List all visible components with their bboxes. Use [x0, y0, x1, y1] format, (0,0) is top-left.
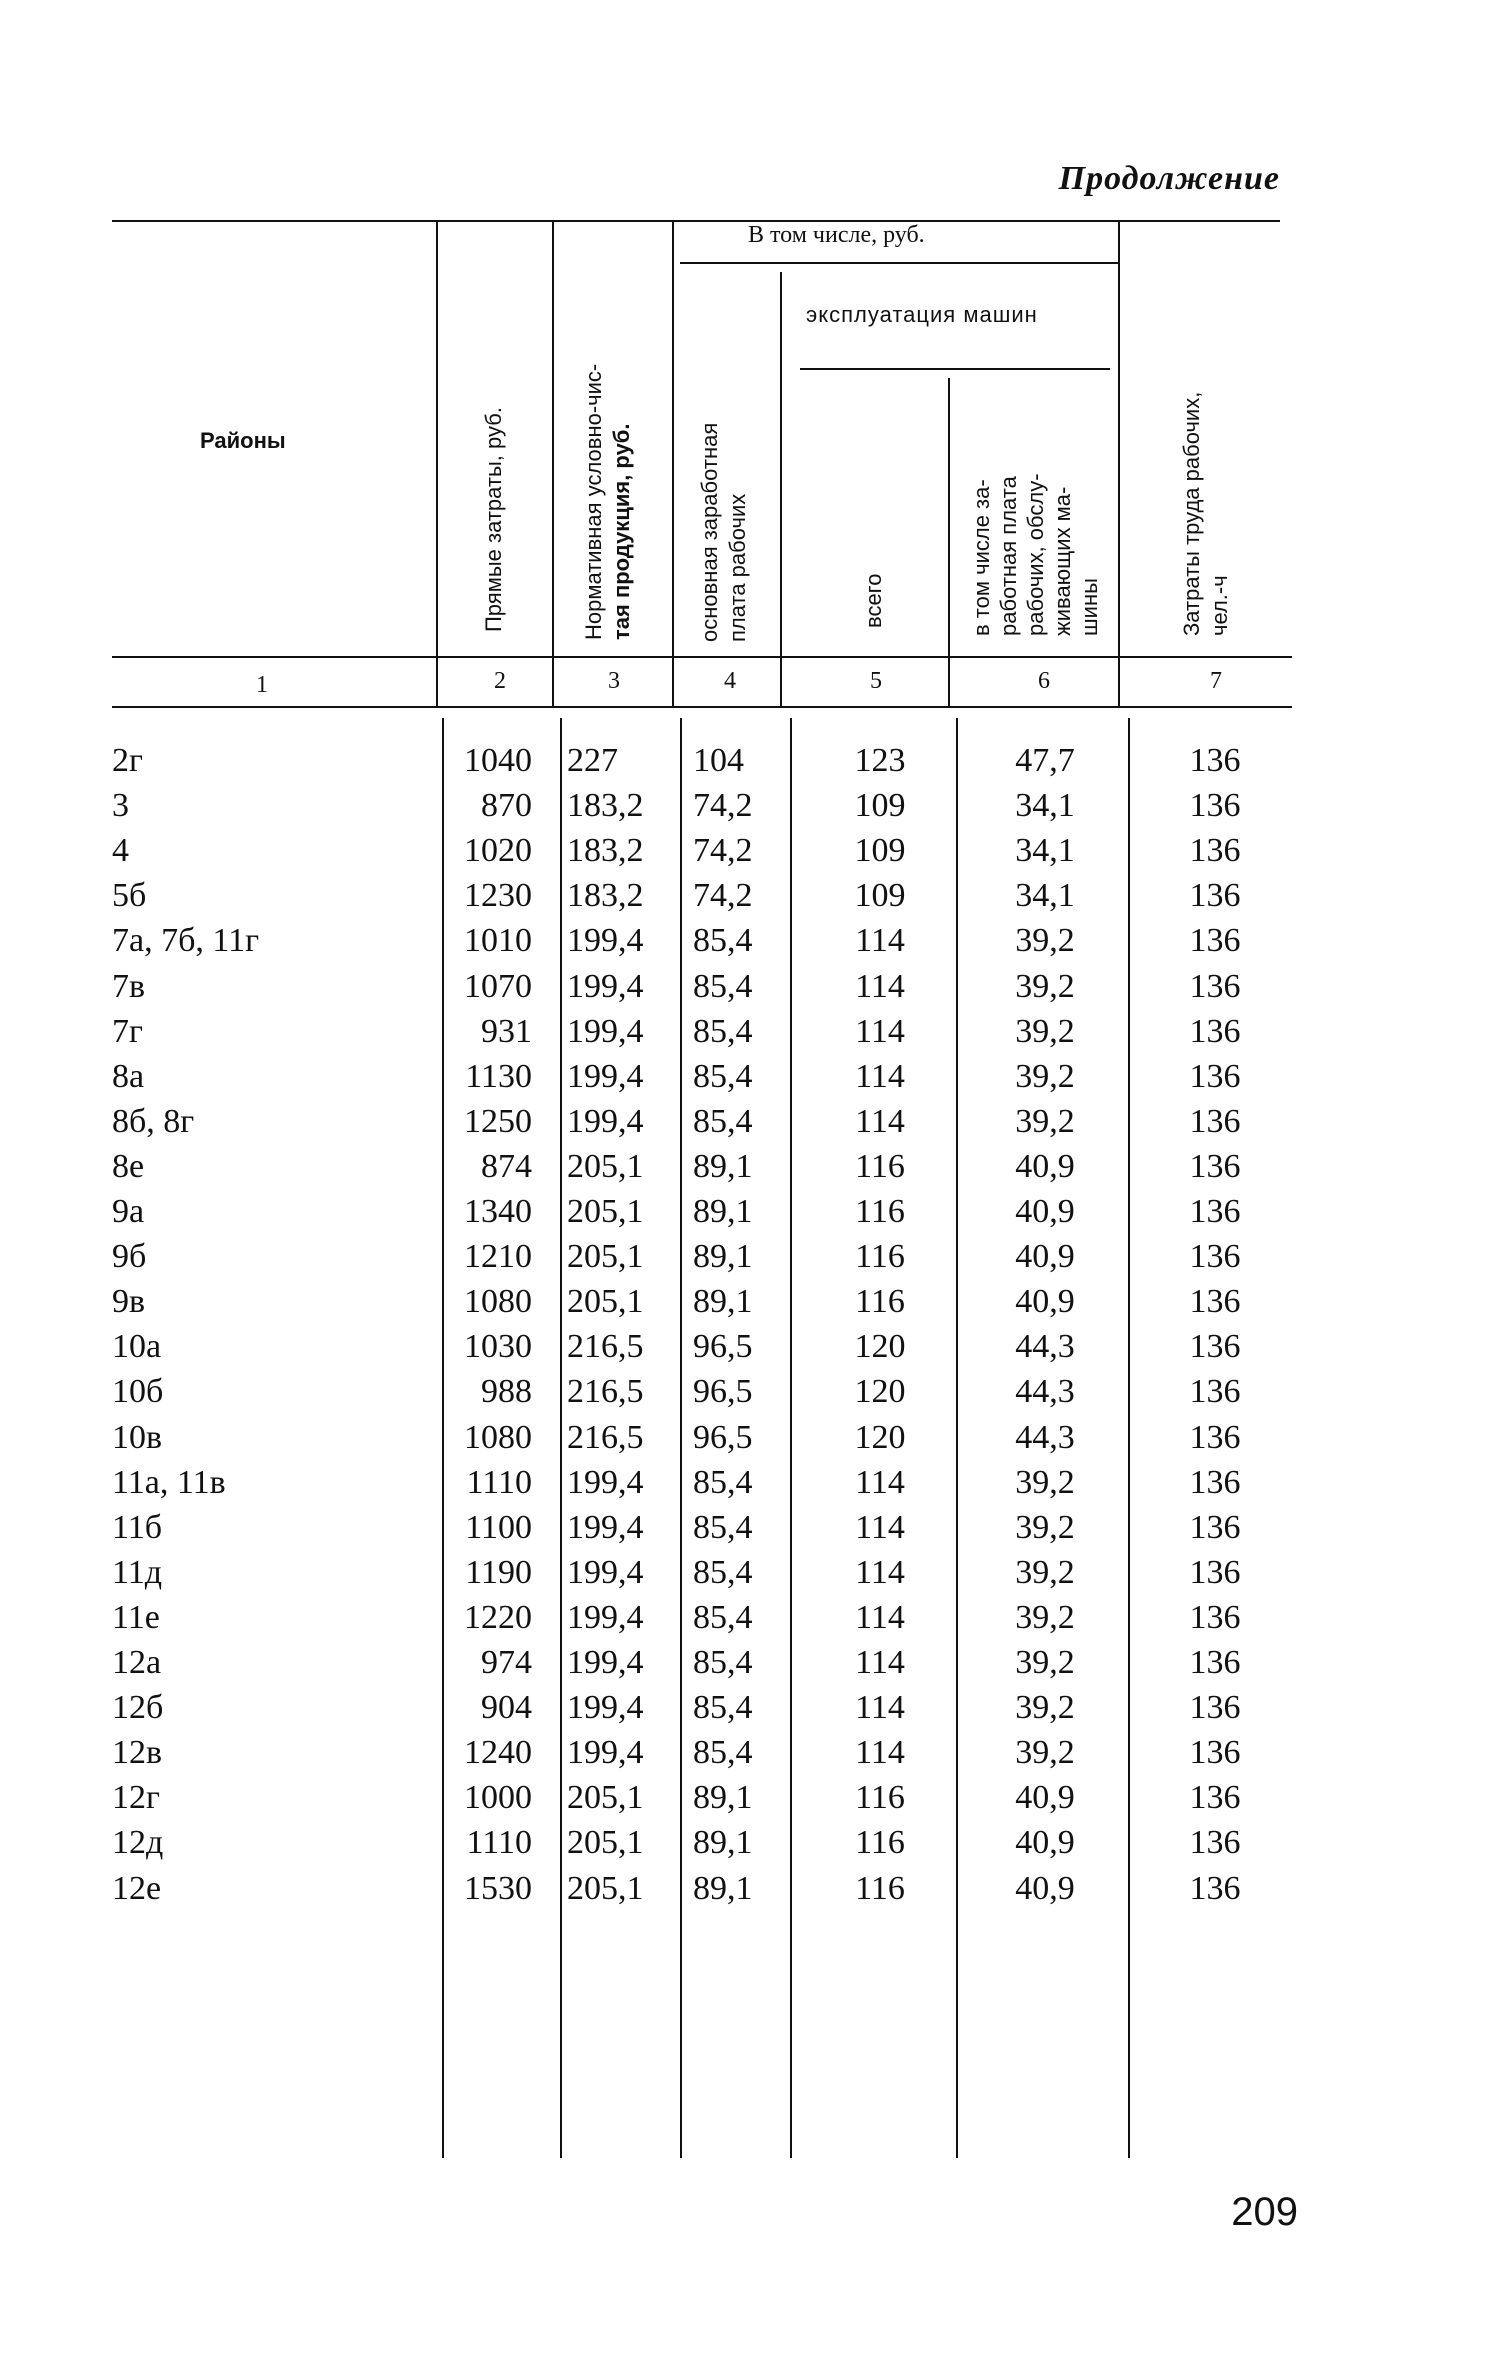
value-cell-4: 96,5	[693, 1328, 753, 1366]
value-cell-2: 1020	[464, 832, 532, 870]
table-row	[0, 1775, 1508, 1820]
value-cell-5: 109	[854, 877, 906, 915]
header-total	[860, 574, 888, 628]
value-cell-3: 227	[567, 742, 618, 779]
region-cell: 11а, 11в	[112, 1463, 226, 1501]
value-cell-2: 1230	[464, 877, 532, 915]
region-cell: 12е	[112, 1869, 162, 1907]
table-row	[0, 1866, 1508, 1911]
region-cell: 9б	[112, 1238, 147, 1276]
value-cell-7: 136	[1189, 742, 1241, 779]
value-cell-6: 44,3	[1015, 1418, 1075, 1456]
value-cell-3: 216,5	[567, 1418, 644, 1456]
value-cell-3: 216,5	[567, 1328, 644, 1366]
header-normative-product	[580, 364, 636, 640]
value-cell-6: 39,2	[1015, 1102, 1075, 1140]
table-row	[0, 1144, 1508, 1189]
value-cell-2: 1110	[466, 1463, 532, 1501]
table-row	[0, 964, 1508, 1009]
region-cell: 8а	[112, 1057, 145, 1095]
value-cell-4: 85,4	[693, 1644, 753, 1681]
value-cell-6: 39,2	[1015, 1598, 1075, 1636]
value-cell-7: 136	[1189, 1644, 1241, 1681]
table-row	[0, 1189, 1508, 1234]
value-cell-3: 205,1	[567, 1779, 644, 1817]
value-cell-2: 1100	[465, 1508, 532, 1546]
value-cell-6: 39,2	[1015, 1553, 1075, 1591]
table-row	[0, 1685, 1508, 1730]
header-regions: Районы	[200, 428, 286, 453]
region-cell: 11б	[112, 1508, 163, 1546]
value-cell-2: 1040	[464, 742, 532, 779]
value-cell-5: 116	[855, 1147, 905, 1185]
value-cell-7: 136	[1189, 1238, 1241, 1276]
value-cell-2: 1000	[464, 1779, 532, 1817]
value-cell-7: 136	[1189, 787, 1241, 825]
col-rule-2	[552, 222, 554, 706]
region-cell: 7в	[112, 967, 146, 1005]
value-cell-7: 136	[1189, 1779, 1241, 1817]
value-cell-4: 74,2	[693, 832, 753, 870]
table-top-rule	[112, 220, 1280, 222]
col-rule-5	[948, 378, 950, 706]
value-cell-3: 199,4	[567, 1689, 644, 1727]
value-cell-7: 136	[1189, 877, 1241, 915]
value-cell-3: 199,4	[567, 1644, 644, 1681]
table-row	[0, 1279, 1508, 1324]
value-cell-6: 39,2	[1015, 1689, 1075, 1727]
value-cell-4: 74,2	[693, 787, 753, 825]
value-cell-4: 74,2	[693, 877, 753, 915]
value-cell-2: 988	[481, 1373, 532, 1411]
value-cell-4: 104	[693, 742, 744, 779]
table-row	[0, 1369, 1508, 1414]
header-machine-wage-line5: шины	[1077, 578, 1102, 636]
value-cell-6: 34,1	[1015, 787, 1075, 825]
value-cell-2: 1110	[466, 1824, 532, 1862]
value-cell-7: 136	[1189, 1102, 1241, 1140]
value-cell-6: 34,1	[1015, 832, 1075, 870]
column-number-2: 2	[494, 668, 506, 694]
region-cell: 12г	[112, 1779, 160, 1817]
value-cell-5: 114	[855, 967, 905, 1005]
value-cell-3: 205,1	[567, 1238, 644, 1276]
value-cell-4: 89,1	[693, 1869, 753, 1907]
column-number-1: 1	[256, 672, 268, 698]
header-base-wage-line1: основная заработная	[697, 422, 722, 642]
table-row	[0, 738, 1508, 783]
header-total-text: всего	[861, 573, 886, 628]
value-cell-2: 1240	[464, 1734, 532, 1772]
value-cell-7: 136	[1189, 1734, 1241, 1772]
value-cell-7: 136	[1189, 1553, 1241, 1591]
value-cell-6: 40,9	[1015, 1283, 1075, 1321]
value-cell-5: 114	[855, 1644, 905, 1681]
value-cell-4: 85,4	[693, 1553, 753, 1591]
value-cell-7: 136	[1189, 1147, 1241, 1185]
region-cell: 9в	[112, 1283, 146, 1321]
page-number: 209	[1231, 2190, 1298, 2234]
region-cell: 12д	[112, 1824, 164, 1862]
value-cell-3: 199,4	[567, 1102, 644, 1140]
region-cell: 11е	[112, 1598, 160, 1636]
header-machine-wage-line4: живающих ма-	[1050, 486, 1075, 636]
value-cell-5: 114	[855, 1012, 905, 1050]
value-cell-2: 1190	[465, 1553, 532, 1591]
region-cell: 9а	[112, 1193, 145, 1230]
value-cell-6: 34,1	[1015, 877, 1075, 915]
region-cell: 12б	[112, 1689, 164, 1727]
continuation-label: Продолжение	[1058, 160, 1280, 197]
header-labor-costs	[1178, 392, 1234, 636]
header-labor-line1: Затраты труда рабочих,	[1179, 391, 1204, 636]
value-cell-3: 216,5	[567, 1373, 644, 1411]
header-machine-wage-line2: работная плата	[996, 476, 1021, 636]
value-cell-2: 904	[481, 1689, 532, 1727]
value-cell-4: 85,4	[693, 1508, 753, 1546]
region-cell: 7г	[112, 1012, 143, 1050]
value-cell-7: 136	[1189, 1598, 1241, 1636]
value-cell-5: 114	[855, 1734, 905, 1772]
value-cell-3: 199,4	[567, 1734, 644, 1772]
value-cell-7: 136	[1189, 1057, 1241, 1095]
value-cell-4: 85,4	[693, 967, 753, 1005]
value-cell-5: 114	[855, 1553, 905, 1591]
table-row	[0, 783, 1508, 828]
value-cell-4: 85,4	[693, 1463, 753, 1501]
region-cell: 11д	[112, 1553, 163, 1591]
value-cell-7: 136	[1189, 1328, 1241, 1366]
column-number-6: 6	[1038, 668, 1050, 694]
value-cell-2: 1070	[464, 967, 532, 1005]
table-row	[0, 1054, 1508, 1099]
value-cell-3: 199,4	[567, 1012, 644, 1050]
header-normative-line2: тая продукция, руб.	[609, 423, 634, 640]
region-cell: 12в	[112, 1734, 163, 1772]
value-cell-4: 85,4	[693, 1057, 753, 1095]
value-cell-2: 1340	[464, 1193, 532, 1230]
value-cell-3: 183,2	[567, 832, 644, 870]
region-cell: 12а	[112, 1644, 162, 1681]
value-cell-7: 136	[1189, 1418, 1241, 1456]
col-rule-6	[1118, 222, 1120, 706]
header-machine-wage	[968, 473, 1103, 636]
value-cell-7: 136	[1189, 967, 1241, 1005]
value-cell-4: 89,1	[693, 1824, 753, 1862]
value-cell-7: 136	[1189, 922, 1241, 960]
value-cell-6: 40,9	[1015, 1147, 1075, 1185]
region-cell: 2г	[112, 742, 143, 779]
value-cell-3: 205,1	[567, 1824, 644, 1862]
value-cell-5: 114	[855, 1463, 905, 1501]
value-cell-6: 40,9	[1015, 1238, 1075, 1276]
table-row	[0, 1099, 1508, 1144]
group-rule	[680, 262, 1120, 264]
value-cell-6: 39,2	[1015, 1057, 1075, 1095]
value-cell-4: 89,1	[693, 1147, 753, 1185]
value-cell-4: 85,4	[693, 1689, 753, 1727]
value-cell-7: 136	[1189, 1193, 1241, 1230]
value-cell-7: 136	[1189, 1463, 1241, 1501]
value-cell-2: 1080	[464, 1418, 532, 1456]
column-number-4: 4	[724, 668, 736, 694]
value-cell-6: 39,2	[1015, 1012, 1075, 1050]
value-cell-3: 199,4	[567, 1057, 644, 1095]
table-row	[0, 1595, 1508, 1640]
value-cell-4: 96,5	[693, 1418, 753, 1456]
value-cell-3: 199,4	[567, 1463, 644, 1501]
value-cell-2: 1530	[464, 1869, 532, 1907]
value-cell-2: 1130	[465, 1057, 532, 1095]
value-cell-2: 1010	[464, 922, 532, 960]
value-cell-6: 47,7	[1015, 742, 1075, 779]
value-cell-6: 44,3	[1015, 1373, 1075, 1411]
value-cell-6: 39,2	[1015, 1734, 1075, 1772]
header-labor-line2: чел.-ч	[1207, 575, 1232, 636]
colnum-bottom-rule	[112, 706, 1292, 708]
value-cell-4: 85,4	[693, 1734, 753, 1772]
machines-rule	[800, 368, 1110, 370]
value-cell-5: 114	[855, 1689, 905, 1727]
value-cell-6: 39,2	[1015, 1463, 1075, 1501]
value-cell-6: 40,9	[1015, 1824, 1075, 1862]
table-row	[0, 1730, 1508, 1775]
value-cell-7: 136	[1189, 832, 1241, 870]
value-cell-3: 205,1	[567, 1869, 644, 1907]
value-cell-5: 116	[855, 1824, 905, 1862]
value-cell-3: 199,4	[567, 967, 644, 1005]
value-cell-5: 114	[855, 1508, 905, 1546]
table-row	[0, 1550, 1508, 1595]
value-cell-4: 85,4	[693, 1012, 753, 1050]
value-cell-4: 89,1	[693, 1283, 753, 1321]
header-machine-wage-line1: в том числе за-	[969, 479, 994, 636]
value-cell-6: 39,2	[1015, 922, 1075, 960]
value-cell-2: 931	[481, 1012, 532, 1050]
header-direct-costs	[480, 407, 508, 632]
table-row	[0, 1820, 1508, 1865]
value-cell-6: 39,2	[1015, 1644, 1075, 1681]
table-row	[0, 828, 1508, 873]
value-cell-7: 136	[1189, 1283, 1241, 1321]
header-machines-group: эксплуатация машин	[806, 302, 1038, 327]
column-number-7: 7	[1210, 668, 1222, 694]
value-cell-5: 120	[854, 1328, 906, 1366]
header-base-wage	[696, 423, 752, 642]
region-cell: 10в	[112, 1418, 163, 1456]
column-number-5: 5	[870, 668, 882, 694]
header-machine-wage-line3: рабочих, обслу-	[1023, 473, 1048, 636]
value-cell-5: 120	[854, 1373, 906, 1411]
value-cell-2: 1030	[464, 1328, 532, 1366]
header-group-incl: В том числе, руб.	[748, 222, 925, 248]
value-cell-2: 1080	[464, 1283, 532, 1321]
value-cell-5: 116	[855, 1779, 905, 1817]
value-cell-4: 89,1	[693, 1779, 753, 1817]
table-row	[0, 1640, 1508, 1685]
table-row	[0, 918, 1508, 963]
value-cell-2: 974	[481, 1644, 532, 1681]
value-cell-5: 116	[855, 1283, 905, 1321]
value-cell-4: 85,4	[693, 922, 753, 960]
value-cell-4: 85,4	[693, 1598, 753, 1636]
value-cell-5: 116	[855, 1238, 905, 1276]
value-cell-3: 199,4	[567, 1598, 644, 1636]
value-cell-5: 109	[854, 832, 906, 870]
col-rule-1	[436, 222, 438, 706]
value-cell-3: 199,4	[567, 1508, 644, 1546]
value-cell-3: 183,2	[567, 877, 644, 915]
value-cell-2: 1250	[464, 1102, 532, 1140]
value-cell-7: 136	[1189, 1508, 1241, 1546]
table-row	[0, 1505, 1508, 1550]
value-cell-3: 199,4	[567, 1553, 644, 1591]
value-cell-4: 89,1	[693, 1238, 753, 1276]
region-cell: 10а	[112, 1328, 162, 1366]
region-cell: 5б	[112, 877, 147, 915]
table-row	[0, 1415, 1508, 1460]
header-direct-costs-text: Прямые затраты, руб.	[481, 407, 506, 632]
value-cell-2: 870	[481, 787, 532, 825]
value-cell-6: 40,9	[1015, 1869, 1075, 1907]
value-cell-7: 136	[1189, 1373, 1241, 1411]
value-cell-3: 205,1	[567, 1283, 644, 1321]
value-cell-3: 183,2	[567, 787, 644, 825]
value-cell-7: 136	[1189, 1869, 1241, 1907]
region-cell: 7а, 7б, 11г	[112, 922, 260, 960]
value-cell-6: 39,2	[1015, 967, 1075, 1005]
region-cell: 8б, 8г	[112, 1102, 195, 1140]
value-cell-5: 120	[854, 1418, 906, 1456]
region-cell: 4	[112, 832, 129, 870]
header-normative-line1: Нормативная условно-чис-	[581, 363, 606, 640]
value-cell-5: 114	[855, 1057, 905, 1095]
table-row	[0, 1234, 1508, 1279]
value-cell-7: 136	[1189, 1824, 1241, 1862]
value-cell-4: 85,4	[693, 1102, 753, 1140]
value-cell-3: 199,4	[567, 922, 644, 960]
value-cell-5: 114	[855, 922, 905, 960]
value-cell-5: 116	[855, 1869, 905, 1907]
region-cell: 10б	[112, 1373, 164, 1411]
value-cell-5: 109	[854, 787, 906, 825]
value-cell-3: 205,1	[567, 1193, 644, 1230]
value-cell-7: 136	[1189, 1689, 1241, 1727]
table-row	[0, 1324, 1508, 1369]
value-cell-6: 44,3	[1015, 1328, 1075, 1366]
value-cell-2: 1220	[464, 1598, 532, 1636]
value-cell-4: 96,5	[693, 1373, 753, 1411]
table-row	[0, 1460, 1508, 1505]
value-cell-4: 89,1	[693, 1193, 753, 1230]
value-cell-5: 114	[855, 1102, 905, 1140]
value-cell-3: 205,1	[567, 1147, 644, 1185]
table-row	[0, 873, 1508, 918]
column-number-3: 3	[608, 668, 620, 694]
value-cell-6: 39,2	[1015, 1508, 1075, 1546]
header-base-wage-line2: плата рабочих	[725, 493, 750, 642]
value-cell-2: 874	[481, 1147, 532, 1185]
table-row	[0, 1009, 1508, 1054]
value-cell-5: 116	[855, 1193, 905, 1230]
region-cell: 3	[112, 787, 129, 825]
value-cell-6: 40,9	[1015, 1193, 1075, 1230]
value-cell-5: 123	[854, 742, 906, 779]
value-cell-5: 114	[855, 1598, 905, 1636]
col-rule-4	[780, 272, 782, 706]
col-rule-3	[672, 222, 674, 706]
region-cell: 8е	[112, 1147, 145, 1185]
value-cell-6: 40,9	[1015, 1779, 1075, 1817]
value-cell-2: 1210	[464, 1238, 532, 1276]
header-bottom-rule	[112, 656, 1292, 658]
value-cell-7: 136	[1189, 1012, 1241, 1050]
